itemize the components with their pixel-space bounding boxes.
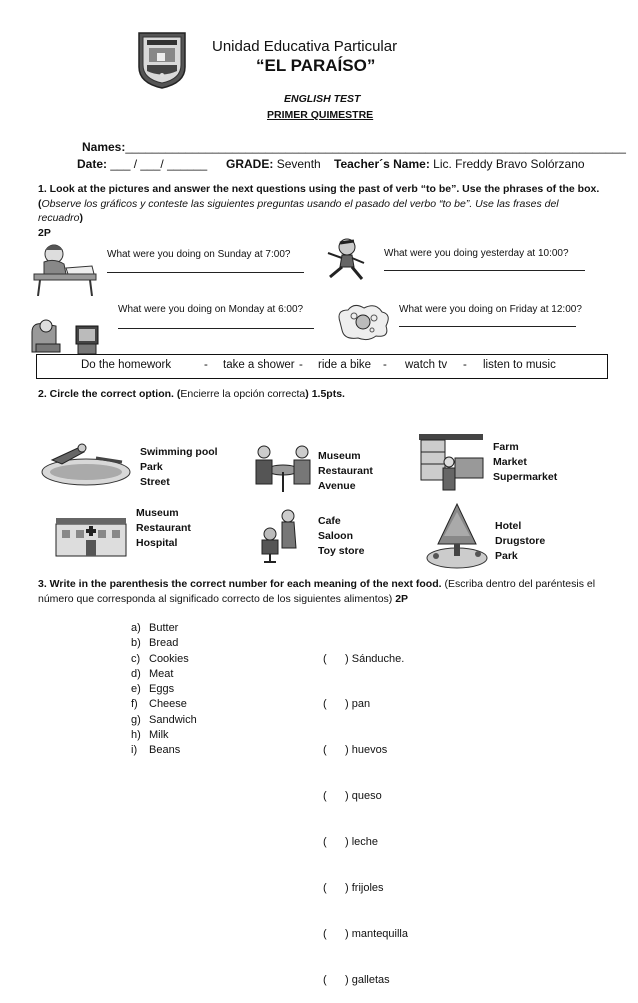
- list-item: e) Eggs: [131, 683, 175, 696]
- section3-instruction: [38, 577, 608, 607]
- hospital-picture: [54, 514, 128, 558]
- grade-label: GRADE:: [226, 157, 274, 171]
- answer-line-monday[interactable]: [118, 328, 314, 329]
- option-group-1: [140, 445, 218, 490]
- option-street[interactable]: Street: [140, 476, 170, 488]
- option-restaurant[interactable]: Restaurant: [136, 522, 191, 534]
- option-group-6: [495, 519, 545, 564]
- section3-instruction-es: (Escriba dentro del paréntesis el número que corresponda al significado correcto de los siguientes alimentos): [38, 578, 596, 605]
- section2-instruction-es: Encierre la opción correcta: [180, 388, 306, 400]
- option-supermarket[interactable]: Supermarket: [493, 471, 558, 483]
- phrases-box: [36, 354, 608, 379]
- teacher-value: Lic. Freddy Bravo Solórzano: [433, 157, 585, 171]
- list-item: ( ) pan: [323, 698, 371, 711]
- names-label: Names:: [82, 140, 126, 154]
- list-item: ( ) huevos: [323, 744, 388, 757]
- answer-parenthesis[interactable]: ( ): [323, 973, 349, 986]
- option-farm[interactable]: Farm: [493, 441, 519, 453]
- section1-instruction-es: Observe los gráficos y conteste las siguientes preguntas usando el pasado del verbo “to be”. Use las frases del recuadro: [38, 197, 559, 224]
- list-item: ( ) leche: [323, 836, 379, 849]
- separator: -: [299, 359, 303, 371]
- option-group-5: [318, 514, 364, 559]
- question-monday: What were you doing on Monday at 6:00?: [118, 304, 304, 315]
- spanish-food-list: [323, 621, 408, 1003]
- section2-points: 1.5pts.: [311, 388, 345, 400]
- list-item: b) Bread: [131, 637, 179, 650]
- list-item: f) Cheese: [131, 698, 187, 711]
- option-hospital[interactable]: Hospital: [136, 537, 178, 549]
- option-hotel[interactable]: Hotel: [495, 520, 522, 532]
- option-park[interactable]: Park: [140, 461, 163, 473]
- restaurant-picture: [252, 440, 314, 495]
- option-swimming-pool[interactable]: Swimming pool: [140, 446, 218, 458]
- names-line: [82, 140, 626, 154]
- list-item: ( ) queso: [323, 790, 382, 803]
- option-group-3: [493, 440, 557, 485]
- section3-instruction-en: 3. Write in the parenthesis the correct number for each meaning of the next food.: [38, 578, 442, 590]
- shower-picture: [334, 302, 392, 342]
- homework-picture: [30, 240, 100, 296]
- section2-instruction-en: 2. Circle the correct option.: [38, 388, 174, 400]
- option-drugstore[interactable]: Drugstore: [495, 535, 546, 547]
- market-picture: [415, 428, 487, 496]
- date-line: [77, 157, 207, 171]
- list-item: h) Milk: [131, 729, 169, 742]
- option-saloon[interactable]: Saloon: [318, 530, 354, 542]
- option-toy-store[interactable]: Toy store: [318, 545, 365, 557]
- answer-parenthesis[interactable]: ( ): [323, 698, 349, 711]
- question-yesterday: What were you doing yesterday at 10:00?: [384, 248, 569, 259]
- list-item: a) Butter: [131, 622, 179, 634]
- term-title: PRIMER QUIMESTRE: [267, 109, 374, 121]
- school-name: Unidad Educativa Particular: [212, 38, 398, 55]
- separator: -: [463, 359, 467, 371]
- saloon-picture: [256, 508, 304, 564]
- section3-points: 2P: [395, 593, 409, 605]
- teacher-line: [334, 157, 585, 171]
- answer-parenthesis[interactable]: ( ): [323, 744, 349, 757]
- answer-line-friday[interactable]: [399, 326, 576, 327]
- separator: -: [383, 359, 387, 371]
- question-friday: What were you doing on Friday at 12:00?: [399, 304, 582, 315]
- list-item: g) Sandwich: [131, 713, 197, 726]
- section1-points: 2P: [38, 226, 51, 239]
- option-cafe[interactable]: Cafe: [318, 515, 341, 527]
- list-item: d) Meat: [131, 667, 174, 680]
- answer-parenthesis[interactable]: ( ): [323, 652, 349, 665]
- phrase-1: Do the homework: [81, 359, 172, 371]
- option-market[interactable]: Market: [493, 456, 527, 468]
- answer-parenthesis[interactable]: ( ): [323, 790, 349, 803]
- separator: -: [204, 359, 208, 371]
- list-item: ( ) frijoles: [323, 882, 384, 895]
- answer-parenthesis[interactable]: ( ): [323, 927, 349, 940]
- test-title: ENGLISH TEST: [284, 93, 361, 105]
- section1-instruction: 1. Look at the pictures and answer the next questions using the past of verb “to be”. Use the phrases of the box. (Observe los gráficos y conteste las siguientes preguntas usando el pasado del verbo “to be”. Use las frases del recuadro) 2P: [38, 183, 600, 239]
- grade-line: [226, 157, 321, 171]
- list-item: ( ) galletas: [323, 973, 390, 986]
- phrase-3: ride a bike: [318, 359, 372, 371]
- date-label: Date:: [77, 157, 108, 171]
- date-blank[interactable]: ___ / ___/ ______: [110, 157, 208, 171]
- question-sunday: What were you doing on Sunday at 7:00?: [107, 249, 291, 260]
- grade-value: Seventh: [276, 157, 321, 171]
- list-item: ( ) mantequilla: [323, 927, 408, 940]
- school-logo: [137, 31, 187, 89]
- list-item: ( ) Sánduche.: [323, 652, 405, 665]
- list-item: i) Beans: [131, 744, 181, 757]
- answer-parenthesis[interactable]: ( ): [323, 836, 349, 849]
- park-picture: [424, 500, 490, 570]
- running-boy-picture: [322, 237, 368, 282]
- answer-parenthesis[interactable]: ( ): [323, 882, 349, 895]
- option-museum[interactable]: Museum: [318, 450, 361, 462]
- option-park[interactable]: Park: [495, 550, 518, 562]
- option-museum[interactable]: Museum: [136, 507, 179, 519]
- option-avenue[interactable]: Avenue: [318, 480, 356, 492]
- list-item: c) Cookies: [131, 652, 189, 665]
- tv-picture: [28, 316, 102, 358]
- option-restaurant[interactable]: Restaurant: [318, 465, 373, 477]
- answer-line-yesterday[interactable]: [384, 270, 585, 271]
- option-group-4: [136, 506, 191, 551]
- answer-line-sunday[interactable]: [107, 272, 304, 273]
- school-title: “EL PARAÍSO”: [256, 56, 376, 75]
- english-food-list: [131, 621, 197, 759]
- pool-picture: [38, 438, 134, 488]
- phrase-5: listen to music: [483, 359, 556, 371]
- teacher-label: Teacher´s Name:: [334, 157, 430, 171]
- phrase-2: take a shower: [223, 359, 295, 371]
- section2-instruction: 2. Circle the correct option. (Encierre la opción correcta) 1.5pts.: [38, 388, 345, 400]
- phrase-4: watch tv: [405, 359, 448, 371]
- names-blank[interactable]: ___________________________________________________________________________: [125, 140, 626, 154]
- section1-instruction-en: 1. Look at the pictures and answer the next questions using the past of verb “to be”. Use the phrases of the box.: [38, 183, 600, 195]
- option-group-2: [318, 449, 373, 494]
